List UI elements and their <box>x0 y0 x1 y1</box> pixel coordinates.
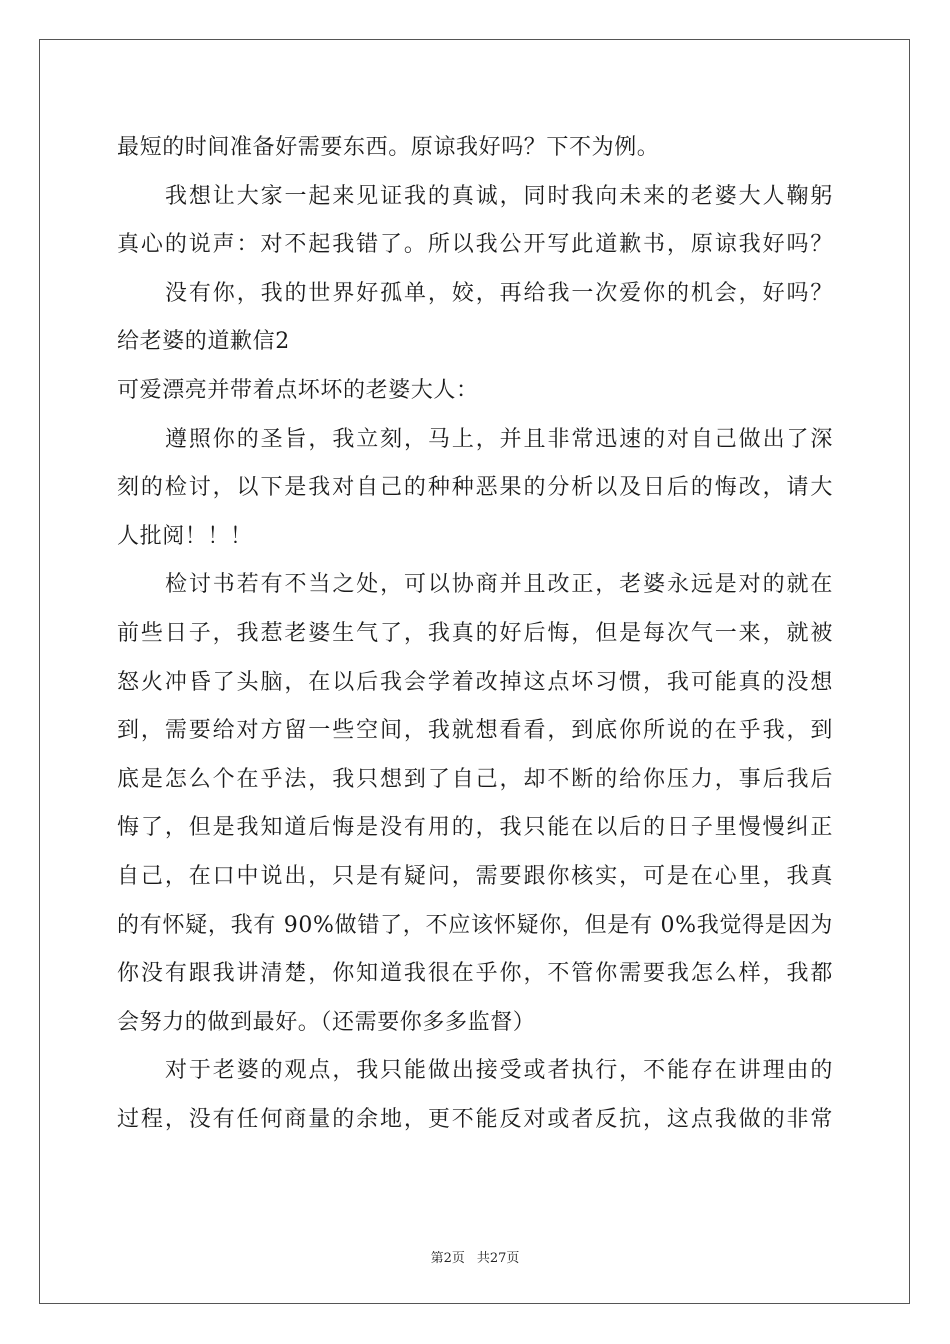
text-line: 前些日子，我惹老婆生气了，我真的好后悔，但是每次气一来，就被 <box>117 620 833 646</box>
text-line: 怒火冲昏了头脑，在以后我会学着改掉这点坏习惯，我可能真的没想 <box>117 669 833 695</box>
salutation: 可爱漂亮并带着点坏坏的老婆大人： <box>117 377 479 403</box>
page-number-total: 共27页 <box>476 1251 520 1266</box>
text-line: 对于老婆的观点，我只能做出接受或者执行，不能存在讲理由的 <box>165 1058 833 1084</box>
text-line: 你没有跟我讲清楚，你知道我很在乎你，不管你需要我怎么样，我都 <box>117 961 833 987</box>
text-line: 最短的时间准备好需要东西。原谅我好吗？下不为例。 <box>117 135 660 160</box>
text-line: 的有怀疑，我有 90%做错了，不应该怀疑你，但是有 0%我觉得是因为 <box>117 912 833 938</box>
text-line: 真心的说声：对不起我错了。所以我公开写此道歉书，原谅我好吗？ <box>117 232 833 258</box>
page-footer <box>0 1247 950 1266</box>
text-line: 我想让大家一起来见证我的真诚，同时我向未来的老婆大人鞠躬 <box>165 183 833 209</box>
text-line: 人批阅！！！ <box>117 523 253 549</box>
text-line: 到，需要给对方留一些空间，我就想看看，到底你所说的在乎我，到 <box>117 718 833 744</box>
text-line: 检讨书若有不当之处，可以协商并且改正，老婆永远是对的就在 <box>165 572 833 598</box>
text-line: 会努力的做到最好。（还需要你多多监督） <box>117 1009 536 1035</box>
section-heading: 给老婆的道歉信2 <box>117 329 290 355</box>
text-line: 刻的检讨，以下是我对自己的种种恶果的分析以及日后的悔改，请大 <box>117 475 833 501</box>
text-line: 没有你，我的世界好孤单，姣，再给我一次爱你的机会，好吗？ <box>165 280 833 306</box>
text-line: 自己，在口中说出，只是有疑问，需要跟你核实，可是在心里，我真 <box>117 863 833 889</box>
text-line: 过程，没有任何商量的余地，更不能反对或者反抗，这点我做的非常 <box>117 1106 833 1132</box>
text-line: 底是怎么个在乎法，我只想到了自己，却不断的给你压力，事后我后 <box>117 766 833 792</box>
text-line: 遵照你的圣旨，我立刻，马上，并且非常迅速的对自己做出了深 <box>165 426 833 452</box>
document-body <box>117 124 833 1144</box>
page-number-current: 第2页 <box>430 1251 465 1266</box>
text-line: 悔了，但是我知道后悔是没有用的，我只能在以后的日子里慢慢纠正 <box>117 815 833 841</box>
